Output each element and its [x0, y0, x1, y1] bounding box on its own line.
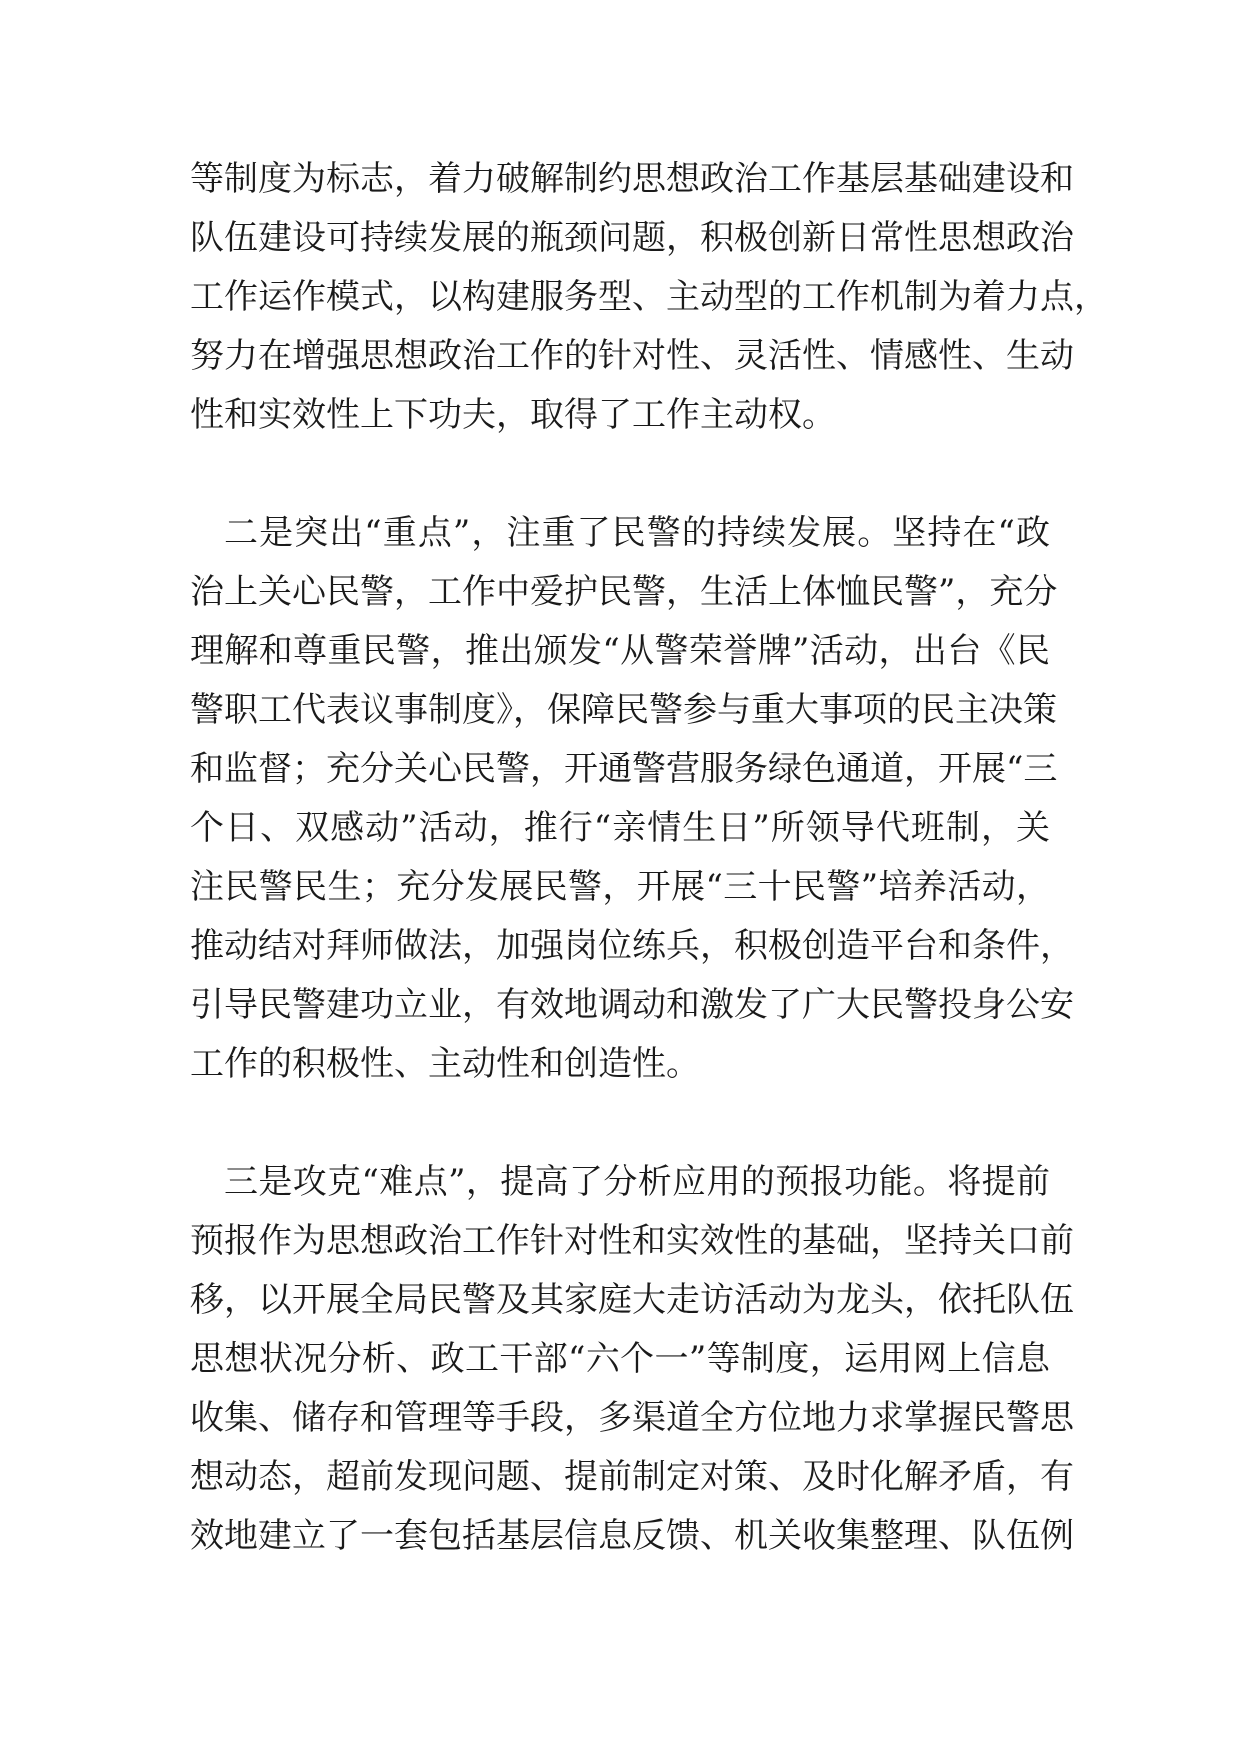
text-line: 注民警民生；充分发展民警，开展“三十民警”培养活动，: [190, 867, 1050, 907]
text-line: 引导民警建功立业，有效地调动和激发了广大民警投身公安: [190, 985, 1074, 1025]
text-line: 工作运作模式，以构建服务型、主动型的工作机制为着力点，: [190, 277, 1108, 317]
text-line: 预报作为思想政治工作针对性和实效性的基础，坚持关口前: [190, 1221, 1074, 1261]
text-line: 二是突出“重点”，注重了民警的持续发展。坚持在“政: [224, 513, 1050, 553]
text-line: 移，以开展全局民警及其家庭大走访活动为龙头，依托队伍: [190, 1280, 1074, 1320]
text-line: 理解和尊重民警，推出颁发“从警荣誉牌”活动，出台《民: [190, 631, 1050, 671]
paragraph-2: [190, 504, 1074, 1094]
text-line: 想动态，超前发现问题、提前制定对策、及时化解矛盾，有: [190, 1457, 1074, 1497]
text-line: 治上关心民警，工作中爱护民警，生活上体恤民警”，充分: [190, 572, 1058, 612]
text-line: 警职工代表议事制度》，保障民警参与重大事项的民主决策: [190, 690, 1057, 730]
text-line: 和监督；充分关心民警，开通警营服务绿色通道，开展“三: [190, 749, 1058, 789]
text-line: 三是攻克“难点”，提高了分析应用的预报功能。将提前: [224, 1162, 1050, 1202]
text-line: 等制度为标志，着力破解制约思想政治工作基层基础建设和: [190, 159, 1074, 199]
paragraph-1: [190, 150, 1108, 445]
text-line: 思想状况分析、政工干部“六个一”等制度，运用网上信息: [190, 1339, 1050, 1379]
text-line: 队伍建设可持续发展的瓶颈问题，积极创新日常性思想政治: [190, 218, 1074, 258]
paragraph-3: [190, 1153, 1074, 1566]
text-line: 效地建立了一套包括基层信息反馈、机关收集整理、队伍例: [190, 1516, 1074, 1556]
text-line: 努力在增强思想政治工作的针对性、灵活性、情感性、生动: [190, 336, 1074, 376]
text-line: 个日、双感动”活动，推行“亲情生日”所领导代班制，关: [190, 808, 1050, 848]
text-line: 工作的积极性、主动性和创造性。: [190, 1044, 700, 1084]
text-line: 收集、储存和管理等手段，多渠道全方位地力求掌握民警思: [190, 1398, 1074, 1438]
text-line: 性和实效性上下功夫，取得了工作主动权。: [190, 395, 836, 435]
text-line: 推动结对拜师做法，加强岗位练兵，积极创造平台和条件，: [190, 926, 1074, 966]
